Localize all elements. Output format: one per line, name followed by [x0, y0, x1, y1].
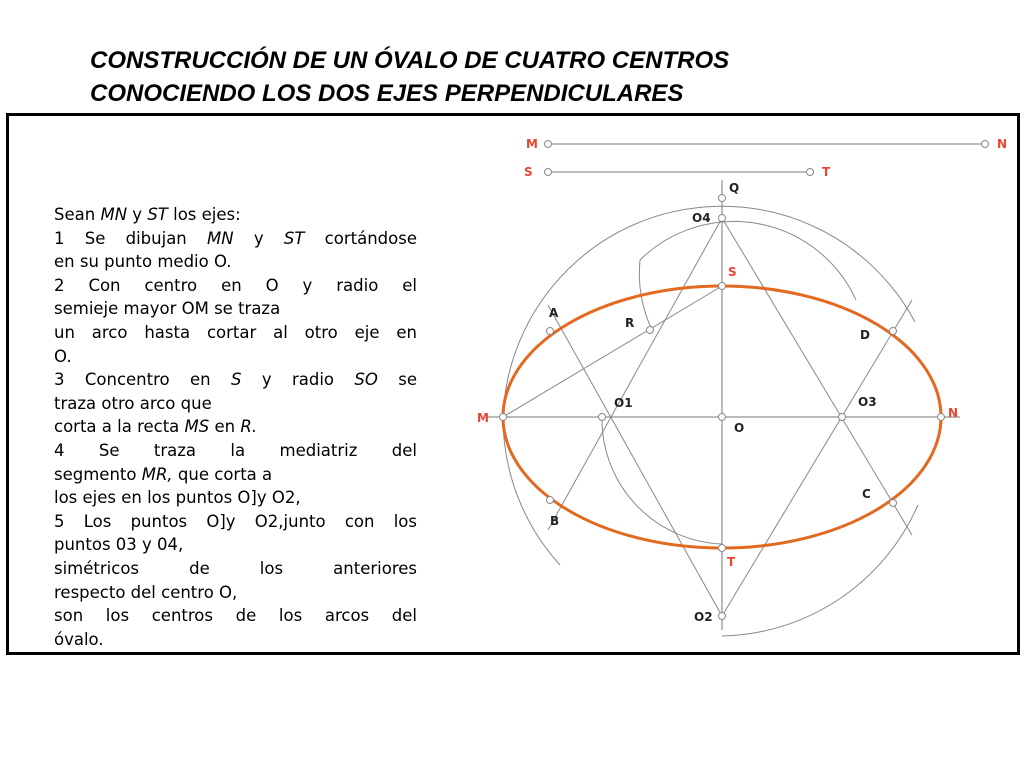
- label-o1: O1: [614, 396, 633, 410]
- point-m-reference: [545, 141, 552, 148]
- instruction-line: 5 Los puntos O]y O2,junto con los: [54, 511, 417, 531]
- instruction-line: traza otro arco que: [54, 393, 212, 413]
- point-q: [719, 195, 726, 202]
- line-o2-a: [548, 305, 722, 616]
- label-a: A: [549, 306, 559, 320]
- arc-center-o-left: [503, 417, 560, 565]
- instruction-line: Sean MN y ST los ejes:: [54, 205, 241, 224]
- point-o3: [839, 414, 846, 421]
- instruction-line: en su punto medio O.: [54, 252, 232, 272]
- label-s: S: [728, 265, 737, 279]
- label-m: M: [477, 411, 489, 425]
- line-o4-c: [722, 218, 912, 535]
- instruction-line: un arco hasta cortar al otro eje en: [54, 322, 417, 342]
- point-t: [719, 545, 726, 552]
- label-t-reference: T: [822, 165, 831, 179]
- label-o2: O2: [694, 610, 713, 624]
- label-o: O: [734, 421, 745, 435]
- point-m: [500, 414, 507, 421]
- instruction-line: son los centros de los arcos del: [54, 606, 417, 626]
- instruction-line: semieje mayor OM se traza: [54, 299, 281, 319]
- instruction-line: 1 Se dibujan MN y ST cortándose: [54, 228, 417, 248]
- instruction-line: 2 Con centro en O y radio el: [54, 275, 417, 295]
- label-n: N: [948, 406, 959, 420]
- point-t-reference: [807, 169, 814, 176]
- instruction-line: 3 Concentro en S y radio SO se: [54, 370, 417, 390]
- label-r: R: [625, 316, 635, 330]
- instruction-line: respecto del centro O,: [54, 582, 238, 602]
- point-b: [547, 497, 554, 504]
- label-b: B: [550, 514, 560, 528]
- label-o4: O4: [692, 211, 711, 225]
- point-n-reference: [982, 141, 989, 148]
- title-line-1: CONSTRUCCIÓN DE UN ÓVALO DE CUATRO CENTROS: [90, 47, 730, 74]
- point-o2: [719, 613, 726, 620]
- instruction-line: óvalo.: [54, 629, 104, 649]
- point-c: [890, 500, 897, 507]
- point-d: [890, 328, 897, 335]
- label-d: D: [860, 328, 870, 342]
- title-line-2: CONOCIENDO LOS DOS EJES PERPENDICULARES: [90, 80, 684, 107]
- point-s: [719, 283, 726, 290]
- point-s-reference: [545, 169, 552, 176]
- label-m-reference: M: [526, 137, 538, 151]
- label-o3: O3: [858, 395, 877, 409]
- arc-center-o-lower: [722, 505, 918, 636]
- instruction-line: O.: [54, 346, 72, 366]
- instruction-line: puntos 03 y 04,: [54, 535, 184, 555]
- label-n-reference: N: [997, 137, 1008, 151]
- instruction-line: los ejes en los puntos O]y O2,: [54, 488, 301, 508]
- point-a: [547, 328, 554, 335]
- point-o4: [719, 215, 726, 222]
- instruction-line: segmento MR, que corta a: [54, 464, 273, 484]
- label-q: Q: [729, 181, 740, 195]
- point-r: [647, 327, 654, 334]
- arc-center-o4: [602, 417, 722, 544]
- label-c: C: [862, 487, 871, 501]
- instruction-line: corta a la recta MS en R.: [54, 417, 258, 437]
- line-ms: [503, 286, 722, 417]
- instruction-line: 4 Se traza la mediatriz del: [54, 440, 417, 460]
- point-o: [719, 414, 726, 421]
- label-s-reference: S: [524, 165, 533, 179]
- label-t: T: [727, 555, 736, 569]
- point-o1: [599, 414, 606, 421]
- point-n: [938, 414, 945, 421]
- instruction-line: simétricos de los anteriores: [54, 558, 417, 578]
- line-o2-d: [722, 300, 912, 616]
